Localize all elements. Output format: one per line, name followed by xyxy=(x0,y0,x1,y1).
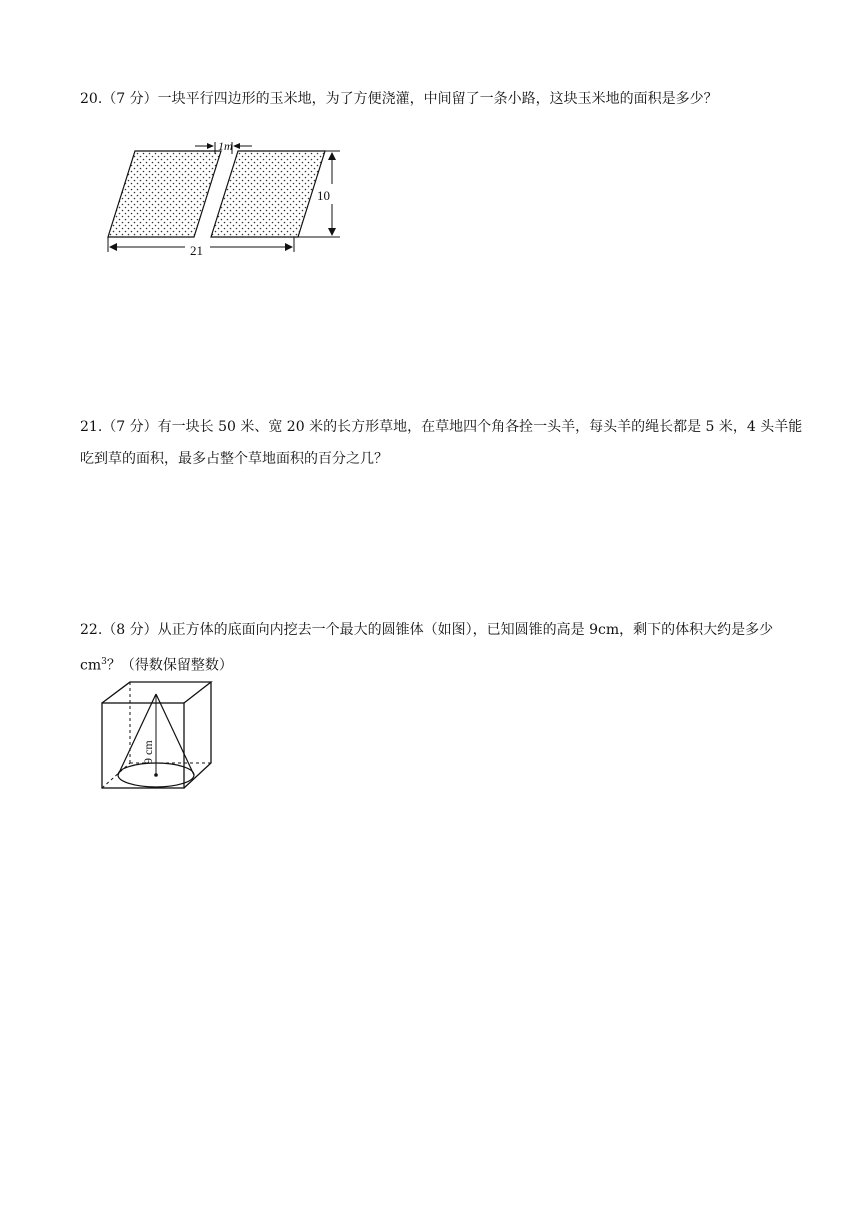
cone-height-label: 9 cm xyxy=(141,740,155,764)
question-21: 21.（7 分）有一块长 50 米、宽 20 米的长方形草地，在草地四个角各拴一头羊，每头羊的绳长都是 5 米，4 头羊能吃到草的面积，最多占整个草地面积的百分之几？ xyxy=(80,419,803,467)
question-score: （7 分） xyxy=(102,91,158,107)
question-number: 22 xyxy=(80,622,98,638)
question-score: （7 分） xyxy=(102,419,158,435)
question-score: （8 分） xyxy=(102,622,158,638)
question-text: 一块平行四边形的玉米地，为了方便浇灌，中间留了一条小路，这块玉米地的面积是多少？ xyxy=(157,91,718,107)
base-label: 21 xyxy=(190,243,203,258)
path-width-label: 1m xyxy=(218,139,233,153)
unit-superscript: 3 xyxy=(101,657,107,667)
field-right-part xyxy=(211,151,325,237)
question-text: 从正方体的底面向内挖去一个最大的圆锥体（如图），已知圆锥的高是 9cm，剩下的体积大约是多少 cm xyxy=(80,622,774,674)
height-label: 10 xyxy=(317,188,330,203)
question-text-tail: ？（得数保留整数） xyxy=(106,657,233,674)
question-22: 22.（8 分）从正方体的底面向内挖去一个最大的圆锥体（如图），已知圆锥的高是 9cm，剩下的体积大约是多少 $cm^3$？（得数保留整数） xyxy=(80,622,774,674)
question-number: 21 xyxy=(80,419,98,435)
question-20: 20.（7 分）一块平行四边形的玉米地，为了方便浇灌，中间留了一条小路，这块玉米地的面积是多少？ xyxy=(80,91,718,107)
question-number: 20 xyxy=(80,91,98,107)
field-left-part xyxy=(108,151,221,237)
question-text: 有一块长 50 米、宽 20 米的长方形草地，在草地四个角各拴一头羊，每头羊的绳长都是 5 米，4 头羊能吃到草的面积，最多占整个草地面积的百分之几？ xyxy=(80,419,803,467)
cube-cone-figure xyxy=(98,678,218,794)
parallelogram-field-figure xyxy=(100,134,350,260)
